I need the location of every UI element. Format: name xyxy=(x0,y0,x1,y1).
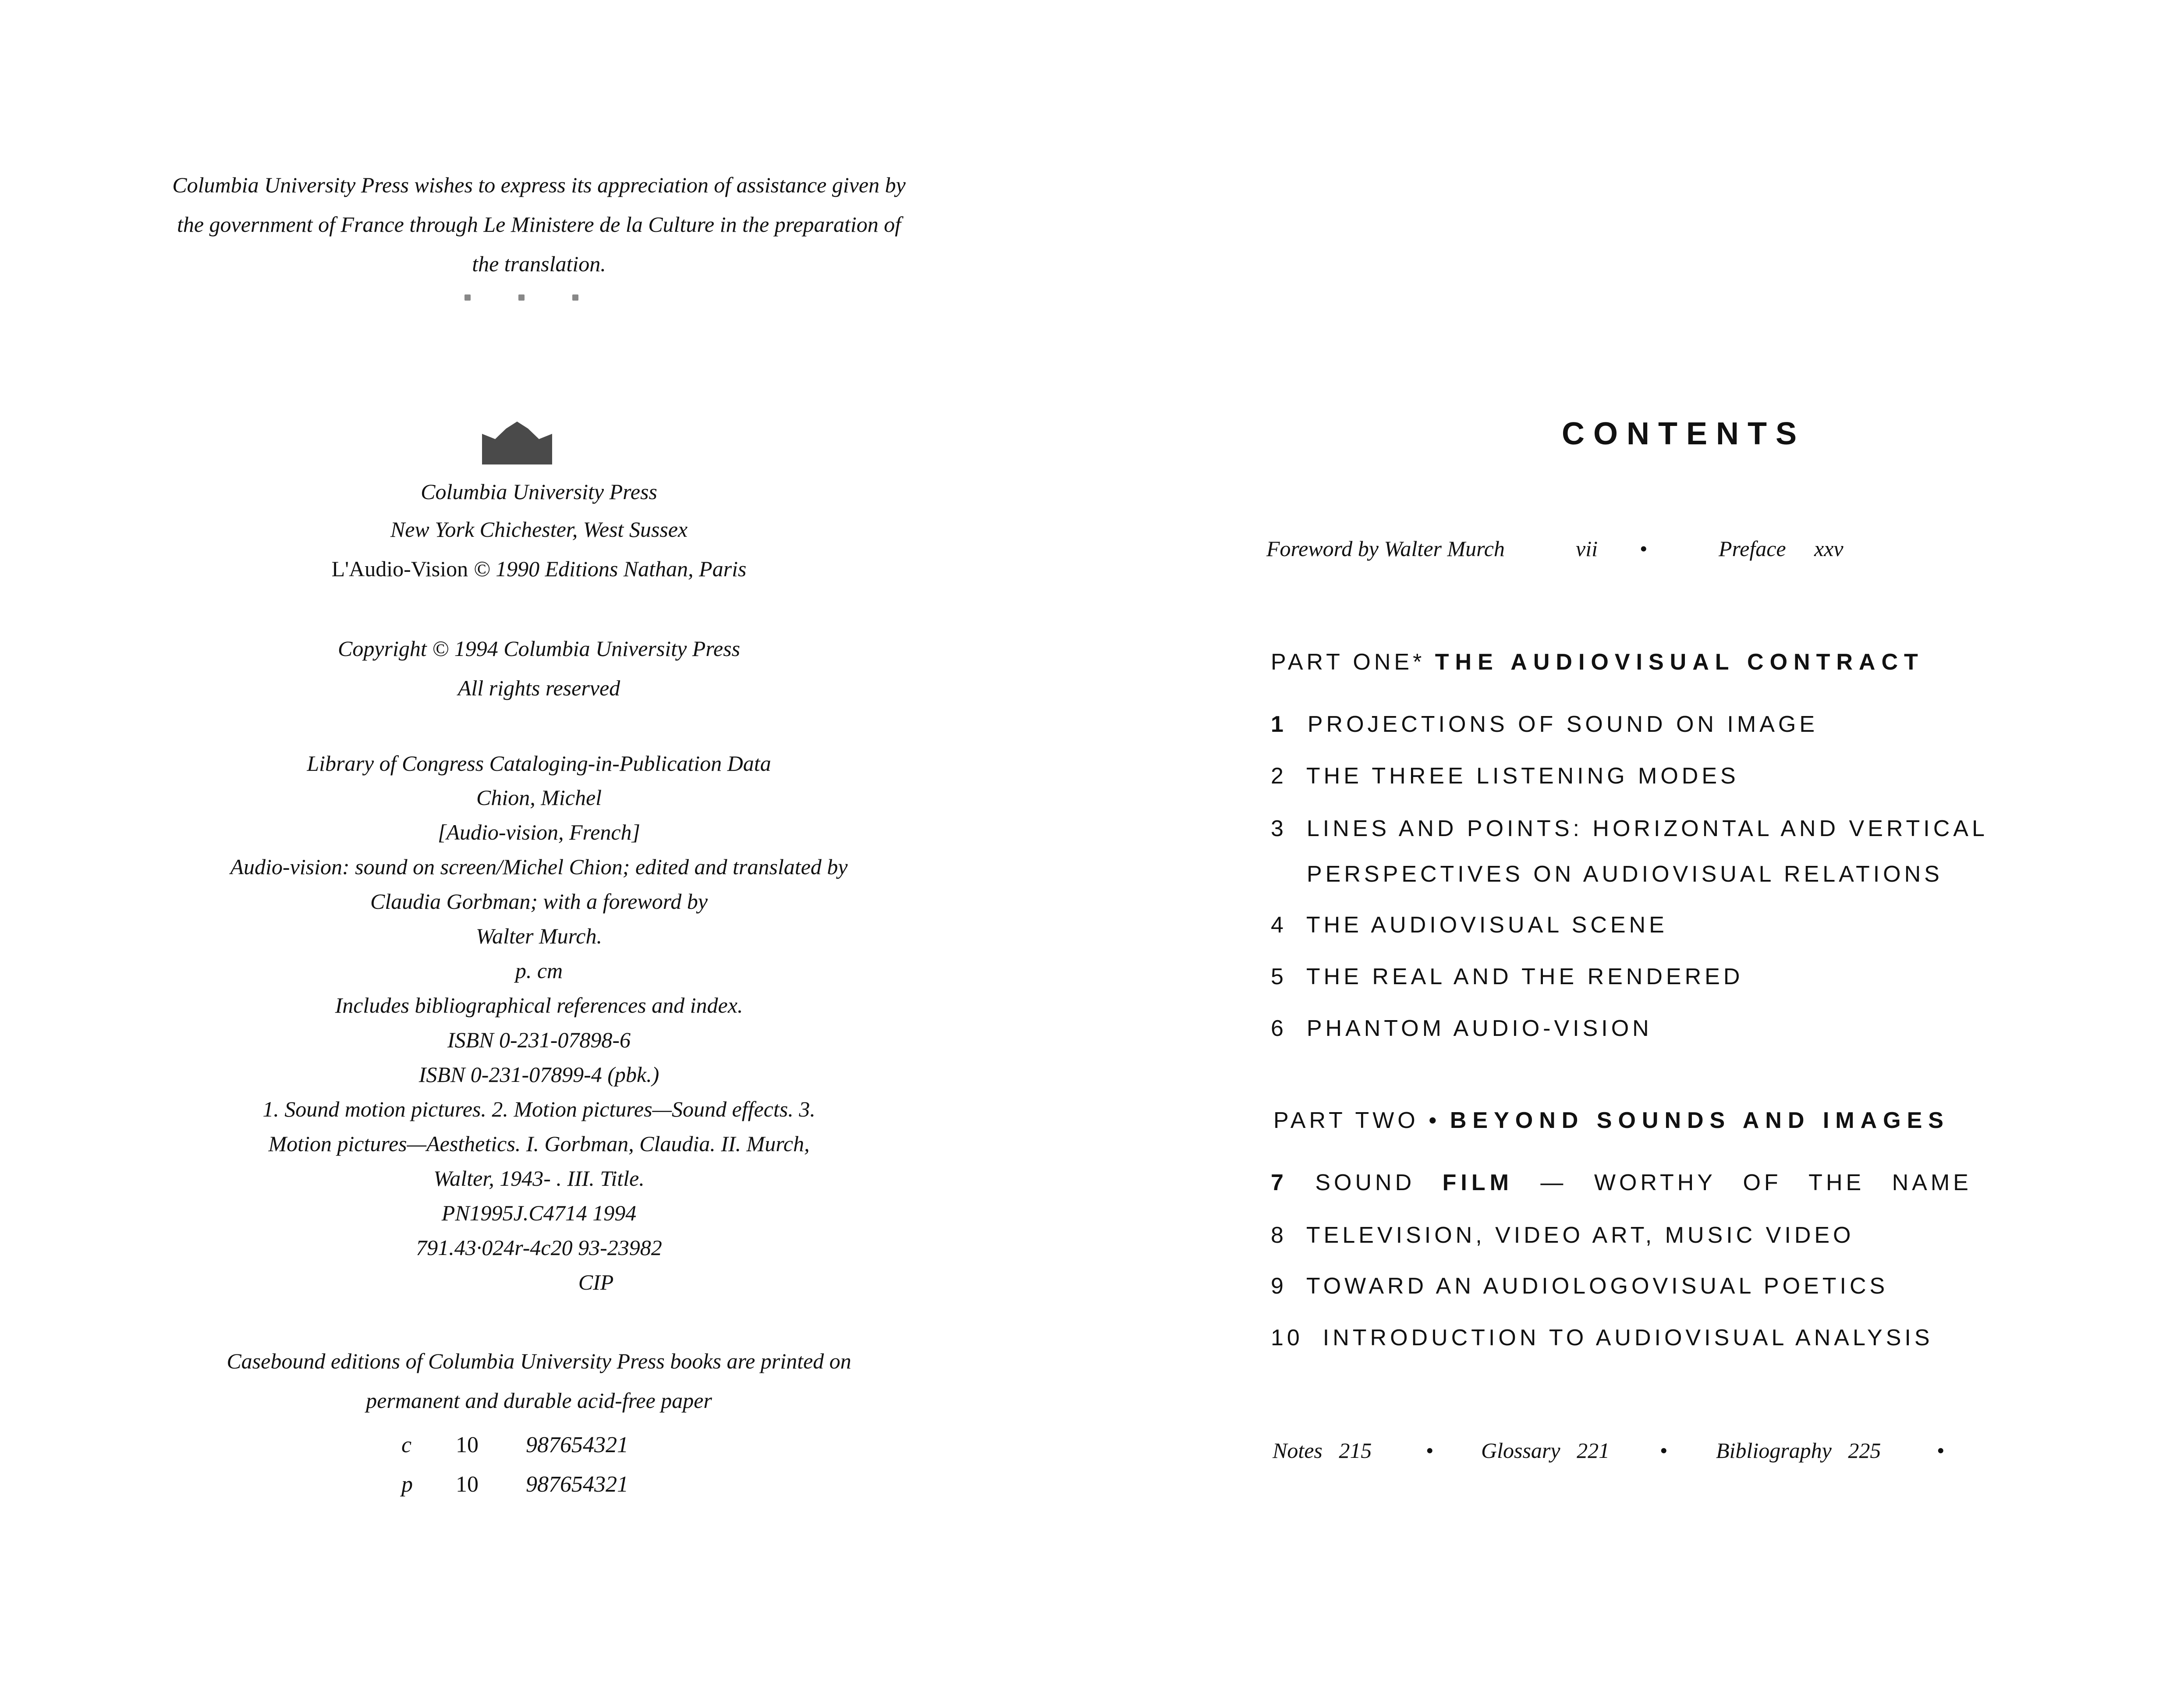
cip-line: Walter Murch. xyxy=(476,924,602,948)
printing-edition: c xyxy=(401,1432,412,1457)
chapter-number: 6 xyxy=(1271,1016,1287,1041)
chapter-number: 8 xyxy=(1271,1223,1287,1248)
original-title: L'Audio-Vision xyxy=(331,557,468,581)
contents-page xyxy=(1078,0,2184,1691)
toc-chapter-4[interactable] xyxy=(1271,910,2184,940)
acknowledgment-line-3: the translation. xyxy=(472,252,606,276)
preface-page: xxv xyxy=(1814,536,1844,561)
chapter-number: 9 xyxy=(1271,1273,1287,1299)
chapter-number: 2 xyxy=(1271,763,1287,789)
paper-note-line-1: Casebound editions of Columbia University Press books are printed on xyxy=(227,1349,851,1373)
ornament-dot xyxy=(464,294,471,301)
toc-chapter-2[interactable] xyxy=(1271,761,2184,791)
toc-chapter-6[interactable] xyxy=(1271,1013,2184,1044)
chapter-title: THE REAL AND THE RENDERED xyxy=(1306,964,1744,989)
ornament-dot xyxy=(572,294,578,301)
back-matter-bibliography[interactable] xyxy=(1716,1437,1881,1464)
back-matter-glossary[interactable] xyxy=(1481,1437,1610,1464)
chapter-number: 5 xyxy=(1271,964,1287,989)
toc-chapter-8[interactable] xyxy=(1271,1220,2184,1251)
printing-count: 10 xyxy=(456,1432,479,1457)
preface-label: Preface xyxy=(1719,536,1786,561)
part-title: THE AUDIOVISUAL CONTRACT xyxy=(1435,649,1924,675)
contents-title: CONTENTS xyxy=(1562,416,1805,451)
chapter-title-continuation: PERSPECTIVES ON AUDIOVISUAL RELATIONS xyxy=(1307,861,1943,887)
back-matter-page: 215 xyxy=(1339,1438,1372,1463)
back-matter-notes[interactable] xyxy=(1273,1437,1372,1464)
back-matter-page: 225 xyxy=(1848,1438,1881,1463)
original-edition-line xyxy=(0,556,1078,582)
toc-part-two[interactable] xyxy=(1273,1105,2184,1136)
cip-line: Motion pictures—Aesthetics. I. Gorbman, Claudia. II. Murch, xyxy=(268,1131,810,1156)
chapter-number: 4 xyxy=(1271,912,1287,938)
cip-line: CIP xyxy=(578,1270,614,1294)
toc-chapter-9[interactable] xyxy=(1271,1271,2184,1301)
copyright-notice: Copyright © 1994 Columbia University Press xyxy=(337,636,741,661)
back-matter-label: Bibliography xyxy=(1716,1438,1832,1463)
ornament-dots xyxy=(464,294,578,301)
chapter-title: PROJECTIONS OF SOUND ON IMAGE xyxy=(1307,712,1819,737)
separator-bullet: • xyxy=(1426,1438,1434,1463)
publisher-crown-logo xyxy=(480,421,554,464)
toc-chapter-3[interactable] xyxy=(1271,813,2184,844)
cip-line: ISBN 0-231-07898-6 xyxy=(447,1028,631,1052)
chapter-number: 3 xyxy=(1271,816,1287,841)
cip-line: Chion, Michel xyxy=(476,785,602,810)
chapter-title: INTRODUCTION TO AUDIOVISUAL ANALYSIS xyxy=(1322,1325,1933,1351)
rights-notice: All rights reserved xyxy=(457,676,620,700)
separator-bullet: • xyxy=(1660,1438,1668,1463)
chapter-number: 1 xyxy=(1271,712,1288,737)
toc-chapter-10[interactable] xyxy=(1271,1322,2184,1353)
printing-edition: p xyxy=(401,1472,413,1497)
printing-count: 10 xyxy=(456,1472,479,1497)
cip-line: 791.43·024r-4c20 93-23982 xyxy=(416,1235,662,1260)
chapter-number: 7 xyxy=(1271,1170,1288,1195)
copyright-page xyxy=(0,0,1078,1691)
chapter-title: THE THREE LISTENING MODES xyxy=(1306,763,1739,789)
back-matter-label: Glossary xyxy=(1481,1438,1560,1463)
cip-line: Library of Congress Cataloging-in-Publication Data xyxy=(307,751,771,776)
part-prefix: PART TWO • xyxy=(1273,1108,1450,1133)
toc-chapter-3-continuation[interactable] xyxy=(1271,859,2184,890)
printing-sequence: 987654321 xyxy=(526,1472,628,1497)
chapter-title: THE AUDIOVISUAL SCENE xyxy=(1306,912,1668,938)
part-title: BEYOND SOUNDS AND IMAGES xyxy=(1450,1108,1950,1133)
cip-line: p. cm xyxy=(515,958,563,983)
foreword-page: vii xyxy=(1576,536,1598,561)
toc-part-one[interactable] xyxy=(1271,647,2184,677)
chapter-title: TOWARD AN AUDIOLOGOVISUAL POETICS xyxy=(1306,1273,1889,1299)
toc-chapter-5[interactable] xyxy=(1271,961,2184,992)
printing-sequence: 987654321 xyxy=(526,1432,628,1457)
back-matter-label: Notes xyxy=(1273,1438,1322,1463)
separator-bullet: • xyxy=(1640,536,1648,561)
back-matter-page: 221 xyxy=(1577,1438,1610,1463)
cip-line: Includes bibliographical references and index. xyxy=(335,993,743,1017)
toc-chapter-1[interactable] xyxy=(1271,709,2184,740)
paper-note-line-2: permanent and durable acid-free paper xyxy=(366,1388,712,1413)
separator-bullet: • xyxy=(1937,1438,1945,1463)
cip-line: Walter, 1943- . III. Title. xyxy=(433,1166,645,1191)
toc-chapter-7[interactable] xyxy=(1271,1167,2184,1198)
chapter-title: TELEVISION, VIDEO ART, MUSIC VIDEO xyxy=(1306,1223,1854,1248)
part-prefix: PART ONE* xyxy=(1271,649,1435,675)
chapter-title-emphasis: FILM xyxy=(1442,1170,1513,1195)
cip-line: PN1995J.C4714 1994 xyxy=(441,1201,637,1225)
cip-line: Audio-vision: sound on screen/Michel Chion; edited and translated by xyxy=(230,854,848,879)
chapter-title-part: SOUND xyxy=(1315,1170,1443,1195)
chapter-title-part: — WORTHY OF THE NAME xyxy=(1513,1170,1972,1195)
cip-line: 1. Sound motion pictures. 2. Motion pictures—Sound effects. 3. xyxy=(262,1097,815,1121)
acknowledgment-line-2: the government of France through Le Ministere de la Culture in the preparation of xyxy=(177,212,901,237)
publisher-name: Columbia University Press xyxy=(421,479,657,504)
chapter-number: 10 xyxy=(1271,1325,1303,1351)
foreword-label: Foreword by Walter Murch xyxy=(1266,536,1505,561)
cip-line: [Audio-vision, French] xyxy=(438,820,640,844)
ornament-dot xyxy=(518,294,525,301)
original-copyright: © 1990 Editions Nathan, Paris xyxy=(473,557,747,581)
chapter-title: LINES AND POINTS: HORIZONTAL AND VERTICAL xyxy=(1306,816,1988,841)
publisher-locations: New York Chichester, West Sussex xyxy=(390,517,688,542)
cip-line: ISBN 0-231-07899-4 (pbk.) xyxy=(418,1062,659,1087)
chapter-title: PHANTOM AUDIO-VISION xyxy=(1306,1016,1652,1041)
cip-line: Claudia Gorbman; with a foreword by xyxy=(370,889,708,914)
acknowledgment-line-1: Columbia University Press wishes to express its appreciation of assistance given by xyxy=(172,173,906,197)
